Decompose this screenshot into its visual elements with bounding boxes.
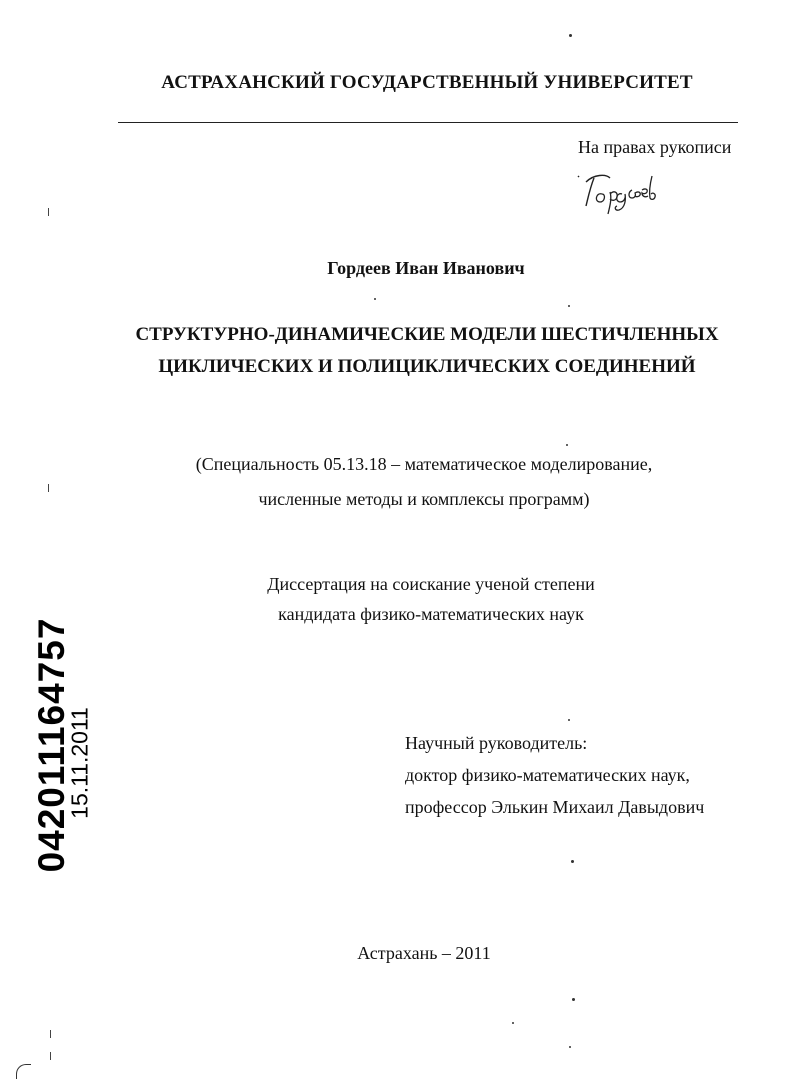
library-stamp-number: 042011164757 <box>31 617 72 873</box>
city-year: Астрахань – 2011 <box>357 943 491 963</box>
degree-statement <box>0 569 794 629</box>
specialty <box>0 447 794 517</box>
margin-tick <box>50 1030 51 1038</box>
scan-speck <box>569 34 572 37</box>
header-divider <box>118 122 738 123</box>
scan-speck <box>568 719 570 721</box>
scan-speck <box>374 298 376 300</box>
scan-speck <box>569 1046 571 1048</box>
margin-tick <box>48 484 49 492</box>
university-name: АСТРАХАНСКИЙ ГОСУДАРСТВЕННЫЙ УНИВЕРСИТЕТ <box>161 72 693 93</box>
library-stamp-date: 15.11.2011 <box>66 707 93 819</box>
margin-tick <box>48 208 49 216</box>
scan-mark <box>16 1064 31 1079</box>
author-name: Гордеев Иван Иванович <box>327 258 525 278</box>
specialty-line-2: численные методы и комплексы программ) <box>258 489 590 509</box>
supervisor-degree: доктор физико-математических наук, <box>405 765 690 785</box>
scan-speck <box>571 860 574 863</box>
scan-speck <box>568 305 570 307</box>
scan-speck <box>566 444 568 446</box>
degree-line-1: Диссертация на соискание ученой степени <box>267 574 595 594</box>
title-line-1: СТРУКТУРНО-ДИНАМИЧЕСКИЕ МОДЕЛИ ШЕСТИЧЛЕННЫХ <box>135 324 719 345</box>
supervisor-label: Научный руководитель: <box>405 733 588 753</box>
supervisor-name: профессор Элькин Михаил Давыдович <box>405 797 705 817</box>
scan-speck <box>512 1022 514 1024</box>
rights-note: На правах рукописи <box>578 137 732 157</box>
supervisor-block <box>405 727 704 823</box>
dissertation-title <box>0 319 794 383</box>
degree-line-2: кандидата физико-математических наук <box>278 604 584 624</box>
specialty-line-1: (Специальность 05.13.18 – математическое моделирование, <box>195 454 653 474</box>
title-line-2: ЦИКЛИЧЕСКИХ И ПОЛИЦИКЛИЧЕСКИХ СОЕДИНЕНИЙ <box>158 356 696 377</box>
margin-tick <box>50 1052 51 1060</box>
scan-speck <box>572 998 575 1001</box>
handwritten-signature <box>572 160 672 220</box>
